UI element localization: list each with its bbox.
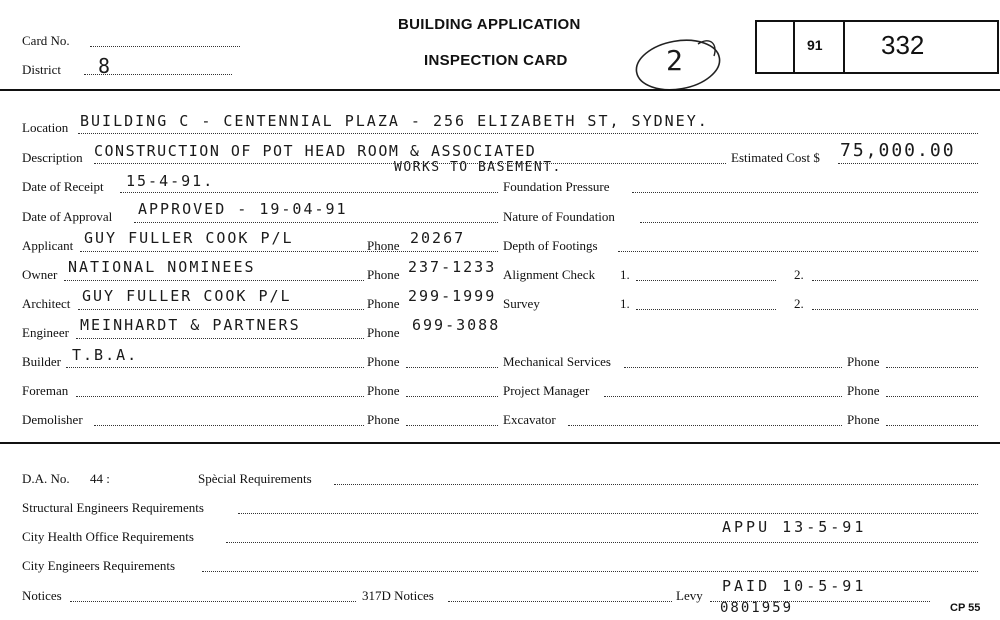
owner-phone-value: 237-1233	[408, 258, 497, 276]
survey-1-line	[636, 309, 776, 310]
alignment-check-1: 1.	[620, 267, 630, 282]
engineer-phone-label: Phone	[367, 325, 400, 340]
foreman-phone-label: Phone	[367, 383, 400, 398]
excavator-phone-line	[886, 425, 978, 426]
notices-317d-label: 317D Notices	[362, 588, 434, 603]
levy-value: PAID 10-5-91	[722, 577, 867, 595]
excavator-phone-label: Phone	[847, 412, 880, 427]
engineer-label: Engineer	[22, 325, 69, 340]
excavator-line	[568, 425, 842, 426]
circled-number: 2	[666, 44, 685, 77]
nature-of-foundation-line	[640, 222, 978, 223]
demolisher-line	[94, 425, 364, 426]
notices-317d-line	[448, 601, 672, 602]
engineer-phone-value: 699-3088	[412, 316, 501, 334]
architect-phone-label: Phone	[367, 296, 400, 311]
builder-label: Builder	[22, 354, 61, 369]
owner-value: NATIONAL NOMINEES	[68, 258, 256, 276]
alignment-check-1-line	[636, 280, 776, 281]
excavator-label: Excavator	[503, 412, 556, 427]
owner-phone-label: Phone	[367, 267, 400, 282]
structural-engineers-line	[238, 513, 978, 514]
notices-label: Notices	[22, 588, 62, 603]
description-value-line2: WORKS TO BASEMENT.	[394, 160, 562, 175]
architect-phone-value: 299-1999	[408, 287, 497, 305]
applicant-value: GUY FULLER COOK P/L	[84, 229, 294, 247]
mechanical-services-label: Mechanical Services	[503, 354, 611, 369]
location-line	[78, 133, 978, 134]
form-code: CP 55	[950, 602, 981, 614]
survey-2-line	[812, 309, 978, 310]
district-label: District	[22, 62, 61, 77]
survey-1: 1.	[620, 296, 630, 311]
engineer-line	[76, 338, 364, 339]
description-value-line1: CONSTRUCTION OF POT HEAD ROOM & ASSOCIATED	[94, 142, 537, 160]
applicant-label: Applicant	[22, 238, 74, 253]
foreman-line	[76, 396, 364, 397]
builder-phone-line	[406, 367, 498, 368]
description-line	[94, 163, 726, 164]
demolisher-label: Demolisher	[22, 412, 83, 427]
form-title-line2: INSPECTION CARD	[424, 52, 568, 69]
demolisher-phone-line	[406, 425, 498, 426]
estimated-cost-line	[838, 163, 978, 164]
district-line	[84, 74, 232, 75]
alignment-check-2: 2.	[794, 267, 804, 282]
special-requirements-label: Spècial Requirements	[198, 471, 312, 486]
city-engineers-label: City Engineers Requirements	[22, 558, 176, 573]
applicant-phone-value: 20267	[410, 229, 466, 247]
date-of-receipt-label: Date of Receipt	[22, 179, 104, 194]
mechanical-services-line	[624, 367, 842, 368]
builder-phone-label: Phone	[367, 354, 400, 369]
levy-label: Levy	[676, 588, 703, 603]
card-number-box	[755, 20, 999, 74]
architect-line	[78, 309, 364, 310]
foundation-pressure-line	[632, 192, 978, 193]
project-manager-phone-line	[886, 396, 978, 397]
alignment-check-2-line	[812, 280, 978, 281]
demolisher-phone-label: Phone	[367, 412, 400, 427]
date-of-receipt-line	[120, 192, 498, 193]
nature-of-foundation-label: Nature of Foundation	[503, 209, 615, 224]
city-health-value: APPU 13-5-91	[722, 518, 867, 536]
card-number: 332	[881, 30, 925, 60]
date-of-receipt-value: 15-4-91.	[126, 172, 215, 190]
date-of-approval-line	[134, 222, 498, 223]
structural-engineers-label: Structural Engineers Requirements	[22, 500, 204, 515]
form-title-line1: BUILDING APPLICATION	[398, 16, 581, 33]
levy-receipt-number: 0801959	[720, 600, 794, 616]
project-manager-label: Project Manager	[503, 383, 590, 398]
city-health-line	[226, 542, 978, 543]
foreman-phone-line	[406, 396, 498, 397]
survey-2: 2.	[794, 296, 804, 311]
engineer-value: MEINHARDT & PARTNERS	[80, 316, 301, 334]
architect-value: GUY FULLER COOK P/L	[82, 287, 292, 305]
city-engineers-line	[202, 571, 978, 572]
mechanical-services-phone-label: Phone	[847, 354, 880, 369]
builder-line	[66, 367, 364, 368]
special-requirements-line	[334, 484, 978, 485]
district-value: 8	[98, 54, 113, 78]
applicant-line	[80, 251, 498, 252]
card-no-line	[90, 46, 240, 47]
location-value: BUILDING C - CENTENNIAL PLAZA - 256 ELIZABETH ST, SYDNEY.	[80, 112, 709, 130]
builder-value: T.B.A.	[72, 346, 139, 364]
owner-line	[64, 280, 364, 281]
alignment-check-label: Alignment Check	[503, 267, 596, 282]
city-health-label: City Health Office Requirements	[22, 529, 194, 544]
depth-of-footings-line	[618, 251, 978, 252]
date-of-approval-label: Date of Approval	[22, 209, 113, 224]
date-of-approval-value: APPROVED - 19-04-91	[138, 200, 348, 218]
da-no-label: D.A. No.	[22, 471, 70, 486]
card-year: 91	[807, 37, 823, 53]
foundation-pressure-label: Foundation Pressure	[503, 179, 610, 194]
architect-label: Architect	[22, 296, 71, 311]
card-no-label: Card No.	[22, 33, 70, 48]
foreman-label: Foreman	[22, 383, 69, 398]
location-label: Location	[22, 120, 69, 135]
mechanical-services-phone-line	[886, 367, 978, 368]
header-divider	[0, 89, 1000, 91]
estimated-cost-label: Estimated Cost $	[731, 150, 820, 165]
owner-label: Owner	[22, 267, 58, 282]
survey-label: Survey	[503, 296, 540, 311]
project-manager-phone-label: Phone	[847, 383, 880, 398]
project-manager-line	[604, 396, 842, 397]
da-no-value: 44 :	[90, 471, 110, 486]
notices-line	[70, 601, 356, 602]
applicant-phone-label: Phone	[367, 238, 400, 253]
description-label: Description	[22, 150, 83, 165]
estimated-cost-value: 75,000.00	[840, 140, 956, 161]
section-divider	[0, 442, 1000, 444]
depth-of-footings-label: Depth of Footings	[503, 238, 598, 253]
